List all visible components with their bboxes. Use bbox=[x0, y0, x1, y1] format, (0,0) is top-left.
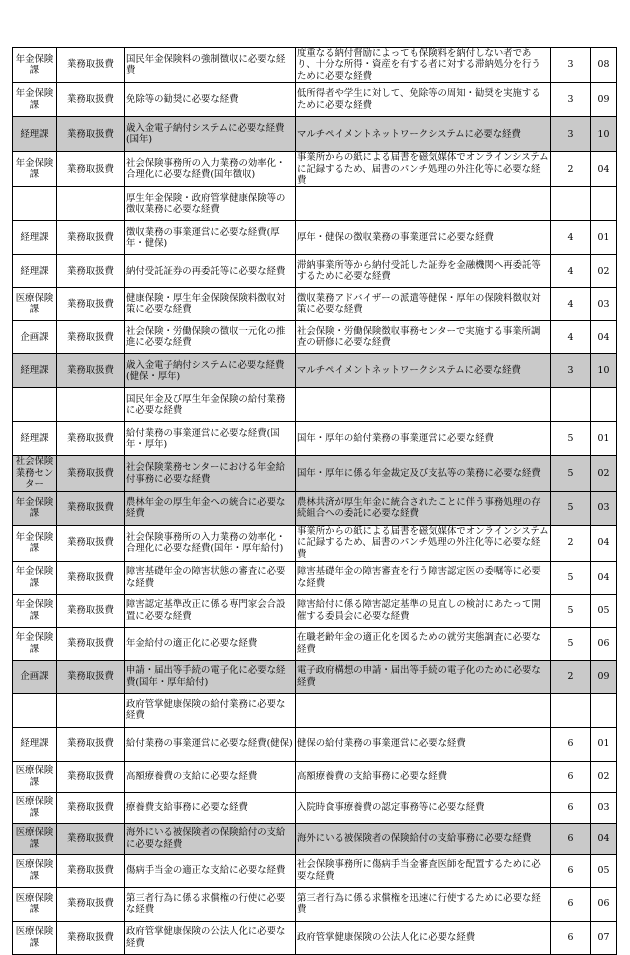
description-cell: 第三者行為に係る求償権を迅速に行使するために必要な経費 bbox=[296, 887, 551, 921]
code-major-cell: 3 bbox=[551, 354, 591, 388]
dept-cell: 年金保険課 bbox=[13, 627, 57, 660]
table-row bbox=[13, 354, 617, 388]
dept-cell: 年金保険課 bbox=[13, 525, 57, 561]
code-major-cell: 3 bbox=[551, 117, 591, 152]
description-cell: 健保の給付業務の事業運営に必要な経費 bbox=[296, 727, 551, 761]
code-major-cell: 5 bbox=[551, 456, 591, 491]
expense-cell: 業務取扱費 bbox=[57, 525, 125, 561]
code-minor-cell: 02 bbox=[591, 761, 617, 792]
item-cell: 納付受託証券の再委託等に必要な経費 bbox=[125, 255, 296, 288]
expense-cell bbox=[57, 187, 125, 221]
dept-cell: 社会保険業務センター bbox=[13, 456, 57, 491]
code-major-cell: 4 bbox=[551, 321, 591, 354]
table-row bbox=[13, 727, 617, 761]
section-row bbox=[13, 693, 617, 727]
code-minor-cell: 04 bbox=[591, 525, 617, 561]
table-row bbox=[13, 887, 617, 921]
dept-cell: 年金保険課 bbox=[13, 594, 57, 627]
item-cell: 歳入金電子納付システムに必要な経費(健保・厚年) bbox=[125, 354, 296, 388]
expense-cell: 業務取扱費 bbox=[57, 255, 125, 288]
description-cell: 障害基礎年金の障害審査を行う障害認定医の委嘱等に必要な経費 bbox=[296, 561, 551, 594]
item-cell: 高額療養費の支給に必要な経費 bbox=[125, 761, 296, 792]
code-major-cell: 5 bbox=[551, 422, 591, 456]
description-cell: 社会保険事務所に傷病手当金審査医師を配置するために必要な経費 bbox=[296, 854, 551, 887]
table-row bbox=[13, 48, 617, 83]
expense-cell: 業務取扱費 bbox=[57, 422, 125, 456]
item-cell: 年金給付の適正化に必要な経費 bbox=[125, 627, 296, 660]
expense-cell: 業務取扱費 bbox=[57, 887, 125, 921]
section-title-cell: 厚生年金保険・政府管掌健康保険等の徴収業務に必要な経費 bbox=[125, 187, 296, 221]
table-row bbox=[13, 321, 617, 354]
description-cell: 徴収業務アドバイザーの派遣等健保・厚年の保険料徴収対策に必要な経費 bbox=[296, 288, 551, 321]
expense-cell: 業務取扱費 bbox=[57, 221, 125, 255]
code-minor-cell: 01 bbox=[591, 422, 617, 456]
item-cell: 徴収業務の事業運営に必要な経費(厚年・健保) bbox=[125, 221, 296, 255]
table-row bbox=[13, 422, 617, 456]
dept-cell: 年金保険課 bbox=[13, 48, 57, 83]
code-major-cell: 3 bbox=[551, 48, 591, 83]
table-row bbox=[13, 491, 617, 525]
code-minor-cell: 03 bbox=[591, 792, 617, 823]
code-major-cell: 6 bbox=[551, 887, 591, 921]
code-major-cell: 2 bbox=[551, 660, 591, 693]
code-minor-cell: 03 bbox=[591, 288, 617, 321]
expense-cell: 業務取扱費 bbox=[57, 491, 125, 525]
dept-cell: 企画課 bbox=[13, 321, 57, 354]
expense-cell: 業務取扱費 bbox=[57, 627, 125, 660]
expense-cell: 業務取扱費 bbox=[57, 594, 125, 627]
table-row bbox=[13, 83, 617, 117]
expense-cell: 業務取扱費 bbox=[57, 792, 125, 823]
code-minor-cell: 02 bbox=[591, 255, 617, 288]
item-cell: 障害認定基準改正に係る専門家会合設置に必要な経費 bbox=[125, 594, 296, 627]
item-cell: 申請・届出等手続の電子化に必要な経費(国年・厚年給付) bbox=[125, 660, 296, 693]
expense-cell: 業務取扱費 bbox=[57, 761, 125, 792]
code-minor-cell bbox=[591, 388, 617, 422]
expense-cell: 業務取扱費 bbox=[57, 152, 125, 187]
description-cell bbox=[296, 693, 551, 727]
dept-cell: 年金保険課 bbox=[13, 83, 57, 117]
item-cell: 歳入金電子納付システムに必要な経費(国年) bbox=[125, 117, 296, 152]
expense-cell: 業務取扱費 bbox=[57, 854, 125, 887]
code-major-cell: 6 bbox=[551, 761, 591, 792]
item-cell: 療養費支給事務に必要な経費 bbox=[125, 792, 296, 823]
description-cell: 国年・厚年に係る年金裁定及び支払等の業務に必要な経費 bbox=[296, 456, 551, 491]
expense-cell: 業務取扱費 bbox=[57, 48, 125, 83]
code-minor-cell: 01 bbox=[591, 727, 617, 761]
expense-cell: 業務取扱費 bbox=[57, 660, 125, 693]
expense-cell: 業務取扱費 bbox=[57, 823, 125, 854]
dept-cell: 医療保険課 bbox=[13, 288, 57, 321]
code-minor-cell: 01 bbox=[591, 221, 617, 255]
table-row bbox=[13, 761, 617, 792]
description-cell: 社会保険・労働保険徴収事務センターで実施する事業所調査の研修に必要な経費 bbox=[296, 321, 551, 354]
code-minor-cell: 10 bbox=[591, 354, 617, 388]
description-cell: 入院時食事療養費の認定事務等に必要な経費 bbox=[296, 792, 551, 823]
code-minor-cell: 04 bbox=[591, 321, 617, 354]
dept-cell: 年金保険課 bbox=[13, 561, 57, 594]
code-major-cell: 5 bbox=[551, 627, 591, 660]
description-cell: 事業所からの紙による届書を磁気媒体でオンラインシステムに記録するため、届書のパンチ処理の外注化等に必要な経費 bbox=[297, 526, 549, 560]
item-cell: 傷病手当金の適正な支給に必要な経費 bbox=[125, 854, 296, 887]
expense-cell bbox=[57, 693, 125, 727]
code-minor-cell bbox=[591, 187, 617, 221]
expense-cell: 業務取扱費 bbox=[57, 288, 125, 321]
code-minor-cell: 09 bbox=[591, 660, 617, 693]
code-major-cell: 4 bbox=[551, 255, 591, 288]
code-major-cell: 2 bbox=[551, 152, 591, 187]
expense-table bbox=[12, 47, 617, 955]
description-cell: 在職老齢年金の適正化を図るための就労実態調査に必要な経費 bbox=[296, 627, 551, 660]
item-cell: 健康保険・厚生年金保険保険料徴収対策に必要な経費 bbox=[125, 288, 296, 321]
item-cell: 給付業務の事業運営に必要な経費(国年・厚年) bbox=[125, 422, 296, 456]
code-major-cell: 4 bbox=[551, 288, 591, 321]
dept-cell: 医療保険課 bbox=[13, 854, 57, 887]
expense-cell: 業務取扱費 bbox=[57, 354, 125, 388]
description-cell: 事業所からの紙による届書を磁気媒体でオンラインシステムに記録するため、届書のパンチ処理の外注化等に必要な経費 bbox=[297, 152, 549, 187]
expense-table-body bbox=[13, 48, 617, 955]
dept-cell: 医療保険課 bbox=[13, 792, 57, 823]
description-cell: 政府管掌健康保険の公法人化に必要な経費 bbox=[296, 921, 551, 954]
code-major-cell: 6 bbox=[551, 823, 591, 854]
table-row bbox=[13, 594, 617, 627]
description-cell: 高額療養費の支給事務に必要な経費 bbox=[296, 761, 551, 792]
code-minor-cell: 10 bbox=[591, 117, 617, 152]
code-major-cell: 6 bbox=[551, 792, 591, 823]
code-major-cell: 4 bbox=[551, 221, 591, 255]
description-cell: マルチペイメントネットワークシステムに必要な経費 bbox=[296, 354, 551, 388]
expense-cell bbox=[57, 388, 125, 422]
code-major-cell: 5 bbox=[551, 594, 591, 627]
code-major-cell: 6 bbox=[551, 854, 591, 887]
code-minor-cell: 02 bbox=[591, 456, 617, 491]
code-minor-cell: 04 bbox=[591, 152, 617, 187]
dept-cell: 企画課 bbox=[13, 660, 57, 693]
table-row bbox=[13, 561, 617, 594]
code-minor-cell: 04 bbox=[591, 561, 617, 594]
item-cell: 免除等の勧奨に必要な経費 bbox=[125, 83, 296, 117]
item-cell: 海外にいる被保険者の保険給付の支給に必要な経費 bbox=[125, 823, 296, 854]
code-minor-cell: 03 bbox=[591, 491, 617, 525]
item-cell: 国民年金保険料の強制徴収に必要な経費 bbox=[125, 48, 296, 83]
item-cell: 社会保険事務所の入力業務の効率化・合理化に必要な経費(国年・厚年給付) bbox=[125, 525, 296, 561]
code-major-cell: 6 bbox=[551, 727, 591, 761]
dept-cell: 経理課 bbox=[13, 221, 57, 255]
dept-cell bbox=[13, 388, 57, 422]
code-minor-cell bbox=[591, 693, 617, 727]
code-minor-cell: 08 bbox=[591, 48, 617, 83]
description-cell: 度重なる納付督励によっても保険料を納付しない者であり、十分な所得・資産を有する者に対する滞納処分を行うために必要な経費 bbox=[296, 48, 551, 83]
description-cell: 低所得者や学生に対して、免除等の周知・勧奨を実施するために必要な経費 bbox=[296, 83, 551, 117]
code-minor-cell: 07 bbox=[591, 921, 617, 954]
dept-cell: 医療保険課 bbox=[13, 761, 57, 792]
table-row bbox=[13, 660, 617, 693]
expense-cell: 業務取扱費 bbox=[57, 921, 125, 954]
code-minor-cell: 09 bbox=[591, 83, 617, 117]
description-cell: 海外にいる被保険者の保険給付の支給事務に必要な経費 bbox=[296, 823, 551, 854]
expense-cell: 業務取扱費 bbox=[57, 727, 125, 761]
code-major-cell: 6 bbox=[551, 921, 591, 954]
section-title-cell: 政府管掌健康保険の給付業務に必要な経費 bbox=[125, 693, 296, 727]
dept-cell: 経理課 bbox=[13, 727, 57, 761]
table-row bbox=[13, 525, 617, 561]
table-row bbox=[13, 117, 617, 152]
dept-cell bbox=[13, 693, 57, 727]
table-row bbox=[13, 288, 617, 321]
code-major-cell bbox=[551, 693, 591, 727]
table-row bbox=[13, 823, 617, 854]
code-minor-cell: 05 bbox=[591, 594, 617, 627]
code-major-cell bbox=[551, 388, 591, 422]
description-cell: 国年・厚年の給付業務の事業運営に必要な経費 bbox=[296, 422, 551, 456]
description-cell bbox=[296, 187, 551, 221]
code-minor-cell: 05 bbox=[591, 854, 617, 887]
table-row bbox=[13, 627, 617, 660]
table-row bbox=[13, 792, 617, 823]
expense-cell: 業務取扱費 bbox=[57, 83, 125, 117]
dept-cell: 医療保険課 bbox=[13, 887, 57, 921]
expense-cell: 業務取扱費 bbox=[57, 561, 125, 594]
code-major-cell: 5 bbox=[551, 491, 591, 525]
dept-cell: 医療保険課 bbox=[13, 823, 57, 854]
description-cell: 農林共済が厚生年金に統合されたことに伴う事務処理の存続組合への委託に必要な経費 bbox=[296, 491, 551, 525]
description-cell bbox=[296, 388, 551, 422]
table-row bbox=[13, 152, 617, 187]
description-cell: 厚年・健保の徴収業務の事業運営に必要な経費 bbox=[296, 221, 551, 255]
code-minor-cell: 06 bbox=[591, 627, 617, 660]
item-cell: 第三者行為に係る求償権の行使に必要な経費 bbox=[125, 887, 296, 921]
description-cell: 滞納事業所等から納付受託した証券を金融機関へ再委託等するために必要な経費 bbox=[296, 255, 551, 288]
dept-cell: 年金保険課 bbox=[13, 491, 57, 525]
item-cell: 社会保険業務センターにおける年金給付事務に必要な経費 bbox=[125, 456, 296, 491]
code-major-cell: 2 bbox=[551, 525, 591, 561]
table-row bbox=[13, 921, 617, 954]
code-minor-cell: 04 bbox=[591, 823, 617, 854]
code-major-cell: 5 bbox=[551, 561, 591, 594]
description-cell: 電子政府構想の申請・届出等手続の電子化のために必要な経費 bbox=[296, 660, 551, 693]
code-major-cell: 3 bbox=[551, 83, 591, 117]
code-major-cell bbox=[551, 187, 591, 221]
table-row bbox=[13, 255, 617, 288]
section-title-cell: 国民年金及び厚生年金保険の給付業務に必要な経費 bbox=[125, 388, 296, 422]
dept-cell: 年金保険課 bbox=[13, 152, 57, 187]
dept-cell: 経理課 bbox=[13, 354, 57, 388]
item-cell: 給付業務の事業運営に必要な経費(健保) bbox=[125, 727, 296, 761]
item-cell: 農林年金の厚生年金への統合に必要な経費 bbox=[125, 491, 296, 525]
expense-cell: 業務取扱費 bbox=[57, 117, 125, 152]
section-row bbox=[13, 187, 617, 221]
code-minor-cell: 06 bbox=[591, 887, 617, 921]
item-cell: 社会保険事務所の入力業務の効率化・合理化に必要な経費(国年徴収) bbox=[125, 152, 296, 187]
item-cell: 障害基礎年金の障害状態の審査に必要な経費 bbox=[125, 561, 296, 594]
dept-cell: 経理課 bbox=[13, 117, 57, 152]
dept-cell: 経理課 bbox=[13, 422, 57, 456]
expense-cell: 業務取扱費 bbox=[57, 321, 125, 354]
section-row bbox=[13, 388, 617, 422]
expense-cell: 業務取扱費 bbox=[57, 456, 125, 491]
description-cell: 障害給付に係る障害認定基準の見直しの検討にあたって開催する委員会に必要な経費 bbox=[296, 594, 551, 627]
item-cell: 政府管掌健康保険の公法人化に必要な経費 bbox=[125, 921, 296, 954]
table-row bbox=[13, 221, 617, 255]
dept-cell: 医療保険課 bbox=[13, 921, 57, 954]
dept-cell bbox=[13, 187, 57, 221]
table-row bbox=[13, 456, 617, 491]
item-cell: 社会保険・労働保険の徴収一元化の推進に必要な経費 bbox=[125, 321, 296, 354]
description-cell: マルチペイメントネットワークシステムに必要な経費 bbox=[296, 117, 551, 152]
dept-cell: 経理課 bbox=[13, 255, 57, 288]
table-row bbox=[13, 854, 617, 887]
